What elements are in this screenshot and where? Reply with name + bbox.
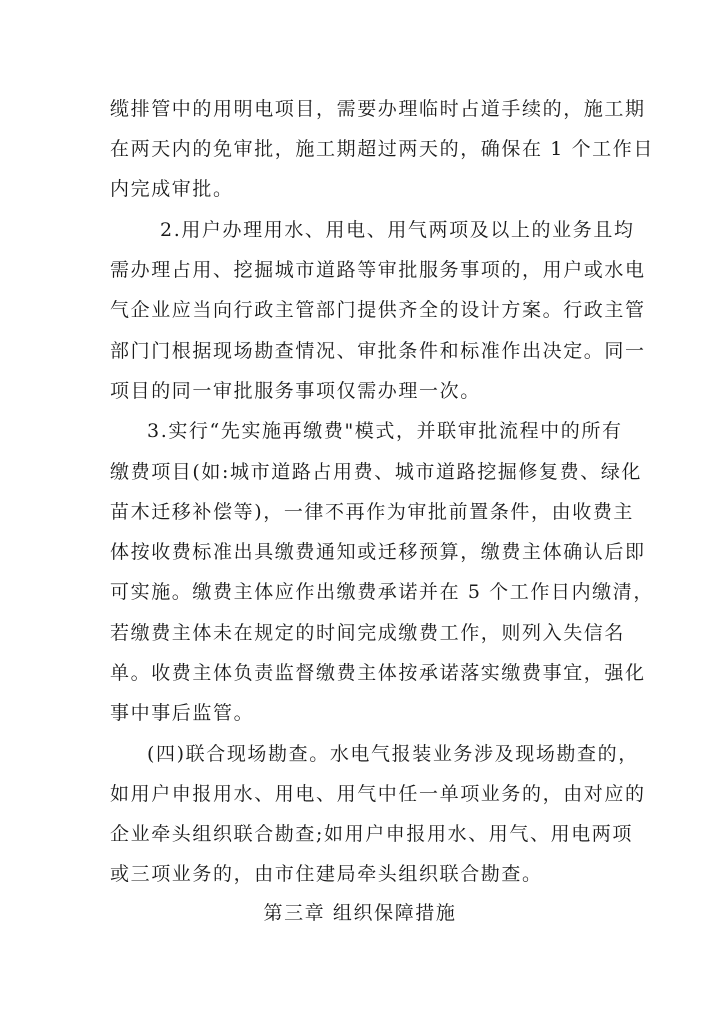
paragraph-line: 事中事后监管。 [110,702,255,724]
paragraph-line: 企业牵头组织联合勘查;如用户申报用水、用气、用电两项 [110,823,634,845]
paragraph-line: 缆排管中的用明电项目，需要办理临时占道手续的，施工期 [110,98,646,120]
paragraph-line: 单。收费主体负责监督缴费主体按承诺落实缴费事宜，强化 [110,662,646,684]
paragraph-line: 在两天内的免审批，施工期超过两天的，确保在 1 个工作日 [110,138,654,160]
paragraph-line: 部门门根据现场勘查情况、审批条件和标准作出决定。同一 [110,340,646,362]
paragraph-line: 内完成审批。 [110,178,234,200]
paragraph-line: 体按收费标准出具缴费通知或迁移预算，缴费主体确认后即 [110,541,646,563]
paragraph-line: (四)联合现场勘查。水电气报装业务涉及现场勘查的， [147,743,639,765]
chapter-heading: 第三章 组织保障措施 [263,902,457,924]
paragraph-line: 如用户申报用水、用电、用气中任一单项业务的，由对应的 [110,783,646,805]
paragraph-line: 气企业应当向行政主管部门提供齐全的设计方案。行政主管 [110,299,646,321]
paragraph-line: 若缴费主体未在规定的时间完成缴费工作，则列入失信名 [110,622,626,644]
paragraph-line: 或三项业务的，由市住建局牵头组织联合勘查。 [110,863,543,885]
paragraph-line: 缴费项目(如:城市道路占用费、城市道路挖掘修复费、绿化 [110,461,643,483]
paragraph-line: 需办理占用、挖掘城市道路等审批服务事项的，用户或水电 [110,259,646,281]
paragraph-line: 2.用户办理用水、用电、用气两项及以上的业务且均 [160,219,635,241]
paragraph-line: 3.实行“先实施再缴费"模式，并联审批流程中的所有 [147,420,623,442]
paragraph-line: 可实施。缴费主体应作出缴费承诺并在 5 个工作日内缴清， [110,581,654,603]
paragraph-line: 苗木迁移补偿等)，一律不再作为审批前置条件，由收费主 [110,501,635,523]
paragraph-line: 项目的同一审批服务事项仅需办理一次。 [110,380,481,402]
